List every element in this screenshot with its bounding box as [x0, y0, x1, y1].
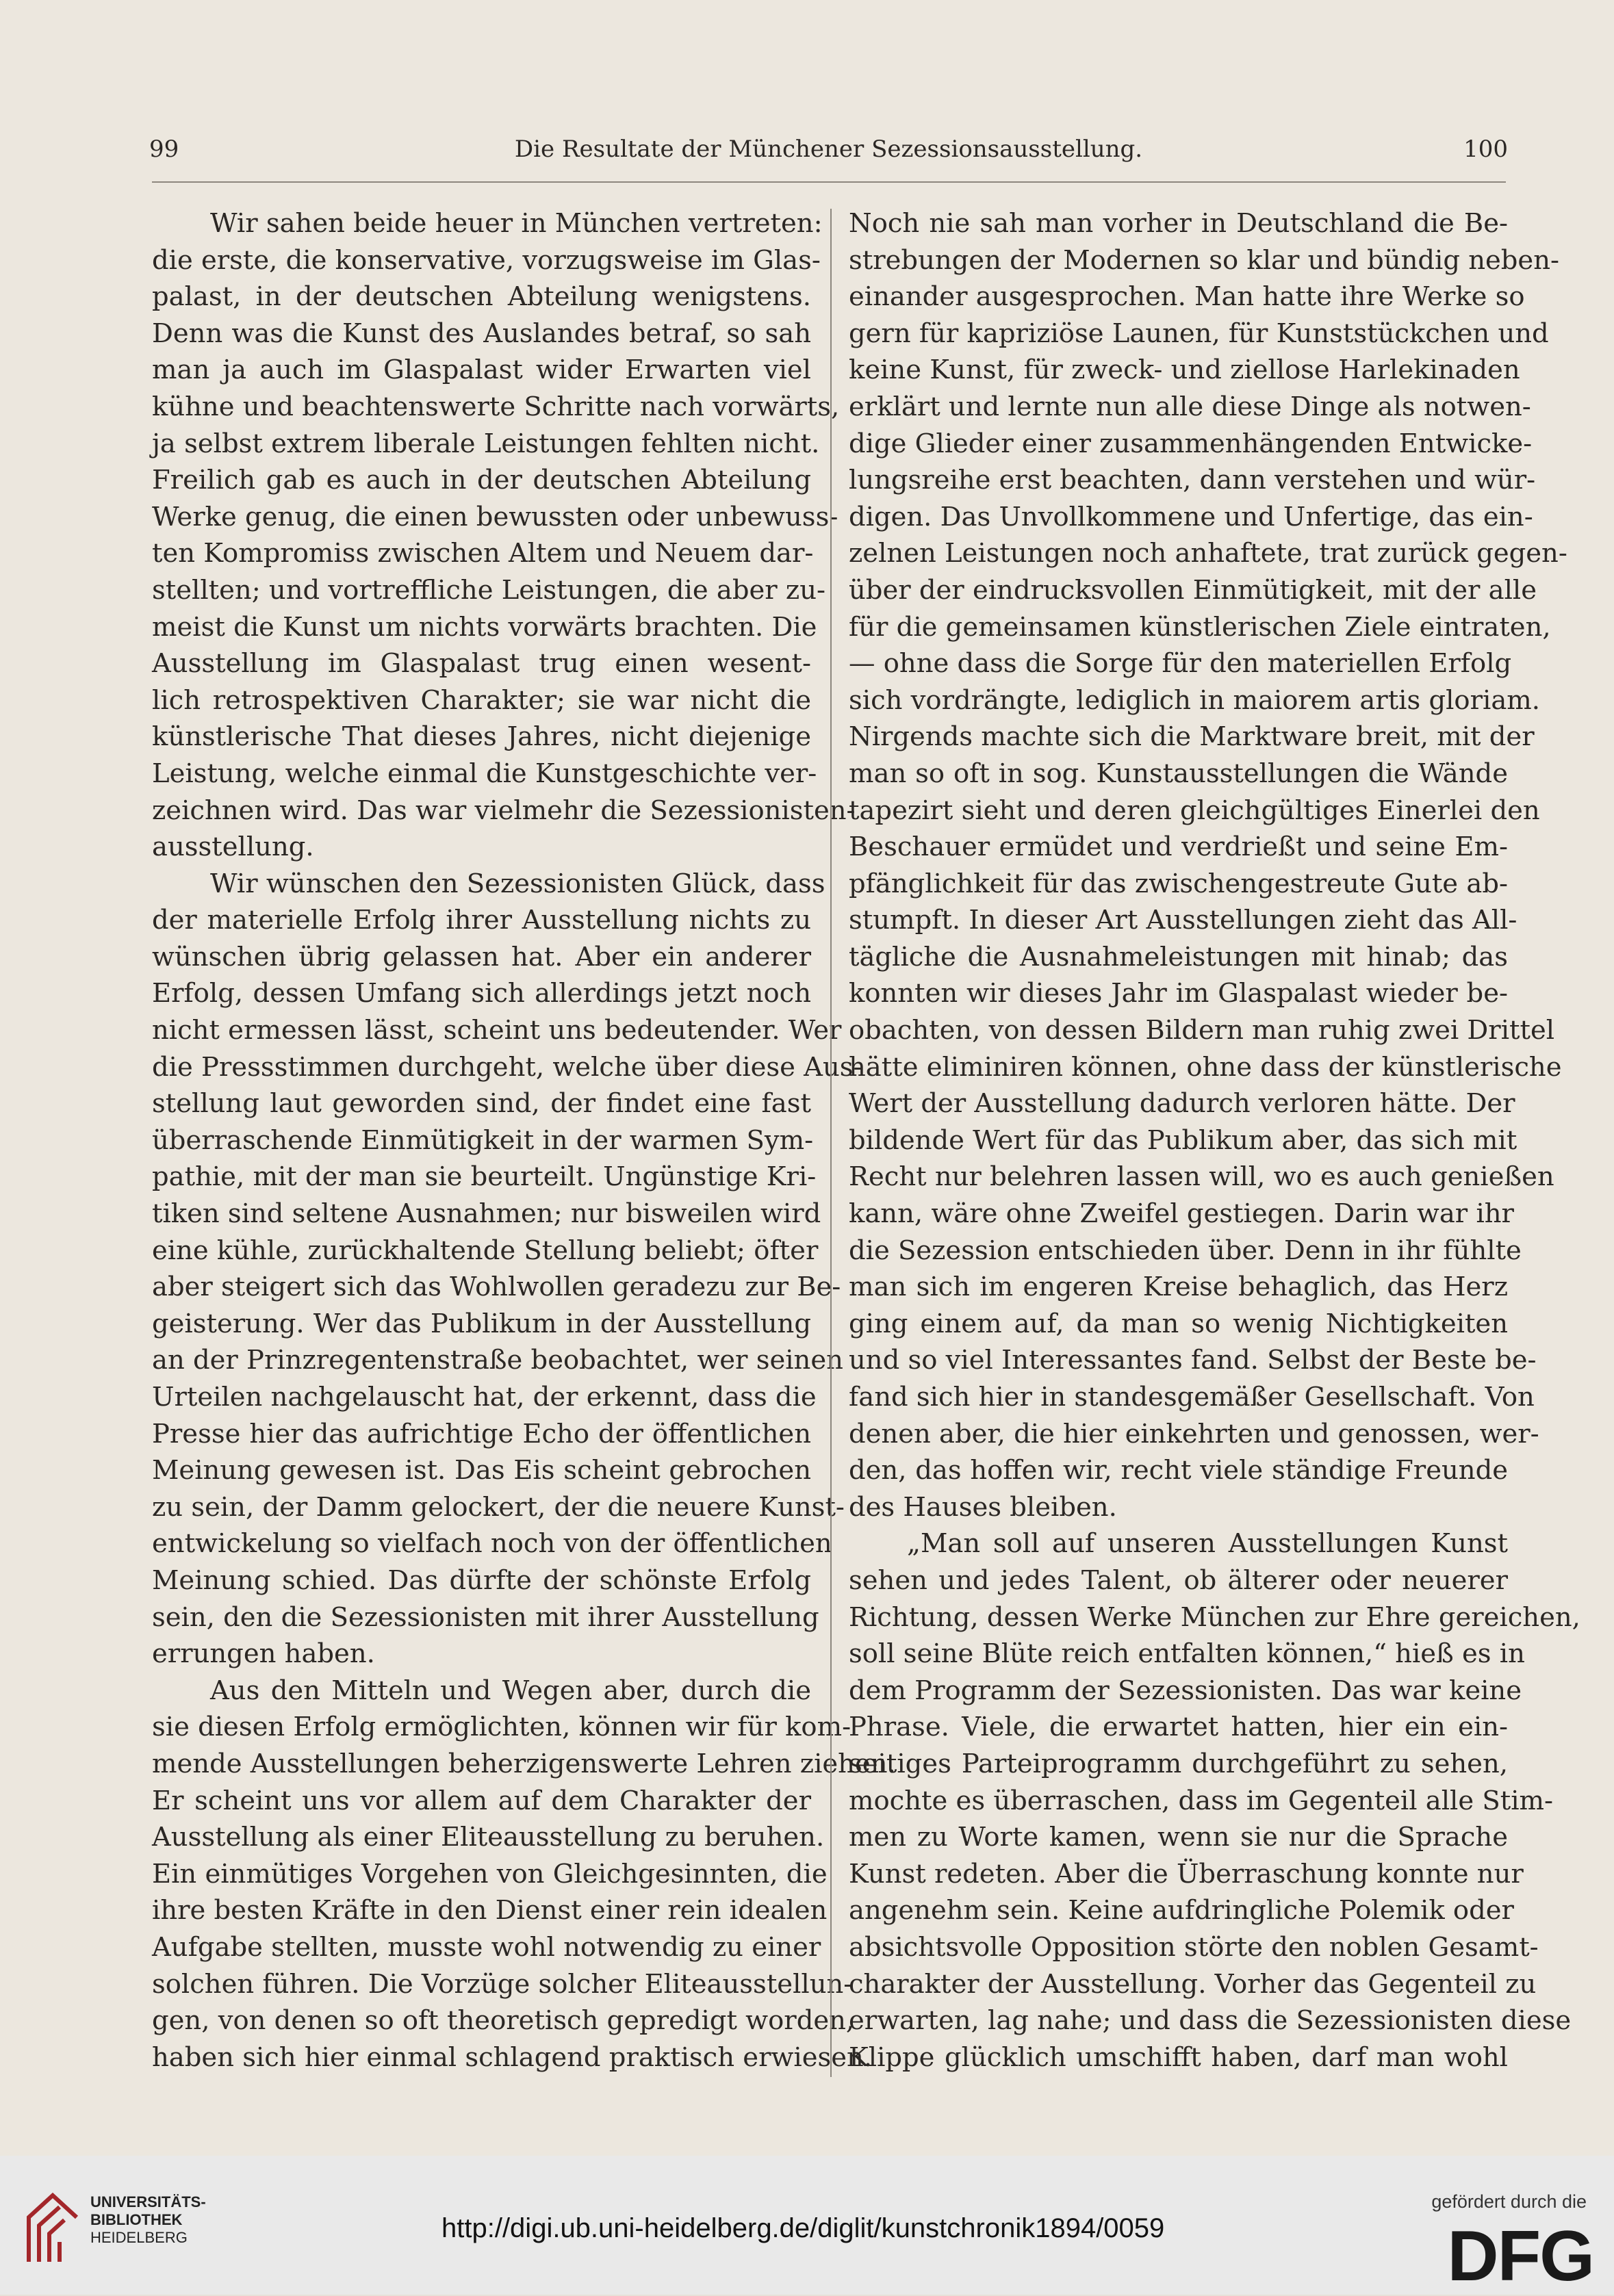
text-line: der materielle Erfolg ihrer Ausstellung nichts zu — [152, 905, 811, 936]
left-column — [152, 205, 896, 2076]
text-line: die Pressstimmen durchgeht, welche über diese Aus- — [152, 1051, 862, 1083]
text-line: Klippe glücklich umschifft haben, darf man wohl — [849, 2041, 1508, 2073]
text-line: obachten, von dessen Bildern man ruhig zwei Drittel — [849, 1015, 1555, 1046]
text-line: Meinung schied. Das dürfte der schönste Erfolg — [152, 1564, 811, 1596]
text-line: dige Glieder einer zusammenhängenden Entwicke- — [849, 428, 1533, 459]
text-line: errungen haben. — [152, 1638, 375, 1670]
text-line: sein, den die Sezessionisten mit ihrer Ausstellung — [152, 1601, 819, 1633]
text-line: eine kühle, zurückhaltende Stellung beliebt; öfter — [152, 1235, 819, 1266]
text-line: lungsreihe erst beachten, dann verstehen und wür- — [849, 465, 1536, 496]
text-line: konnten wir dieses Jahr im Glaspalast wieder be- — [849, 978, 1508, 1009]
text-line: Werke genug, die einen bewussten oder unbewuss- — [152, 501, 838, 532]
running-header — [149, 136, 1508, 177]
text-line: Freilich gab es auch in der deutschen Abteilung — [152, 465, 811, 496]
text-line: bildende Wert für das Publikum aber, das sich mit — [849, 1124, 1517, 1156]
text-line: tiken sind seltene Ausnahmen; nur bisweilen wird — [152, 1198, 821, 1230]
text-line: seitiges Parteiprogramm durchgeführt zu sehen, — [849, 1748, 1508, 1779]
text-line: Aus den Mitteln und Wegen aber, durch die — [210, 1675, 811, 1706]
text-line: geisterung. Wer das Publikum in der Ausstellung — [152, 1308, 811, 1339]
text-line: „Man soll auf unseren Ausstellungen Kunst — [907, 1528, 1508, 1560]
text-line: fand sich hier in standesgemäßer Gesellschaft. Von — [849, 1382, 1535, 1413]
text-line: Kunst redeten. Aber die Überraschung konnte nur — [849, 1858, 1524, 1889]
text-line: entwickelung so vielfach noch von der öffentlichen — [152, 1528, 832, 1560]
text-line: künstlerische That dieses Jahres, nicht diejenige — [152, 721, 811, 753]
text-line: meist die Kunst um nichts vorwärts brachten. Die — [152, 611, 817, 643]
text-line: Phrase. Viele, die erwartet hatten, hier ein ein- — [849, 1712, 1508, 1743]
library-name-line-1: UNIVERSITÄTS- — [90, 2193, 206, 2210]
text-line: sich vordrängte, lediglich in maiorem artis gloriam. — [849, 684, 1541, 716]
text-line: die erste, die konservative, vorzugsweise im Glas- — [152, 244, 821, 276]
text-line: ausstellung. — [152, 831, 314, 863]
dfg-logo: DFG — [1447, 2217, 1593, 2296]
text-line: sie diesen Erfolg ermöglichten, können wir für kom- — [152, 1712, 851, 1743]
library-name-line-2: BIBLIOTHEK — [90, 2211, 183, 2228]
text-line: absichtsvolle Opposition störte den noblen Gesamt- — [849, 1931, 1539, 1963]
header-rule — [152, 181, 1506, 183]
library-name — [90, 2193, 206, 2247]
text-line: Denn was die Kunst des Auslandes betraf, so sah — [152, 318, 811, 349]
right-column — [849, 205, 1580, 2076]
text-line: an der Prinzregentenstraße beobachtet, wer seinen — [152, 1345, 843, 1376]
text-line: keine Kunst, für zweck- und ziellose Harlekinaden — [849, 354, 1520, 386]
text-line: kühne und beachtenswerte Schritte nach vorwärts, — [152, 391, 840, 422]
text-line: ten Kompromiss zwischen Altem und Neuem dar- — [152, 538, 814, 569]
text-line: Wert der Ausstellung dadurch verloren hätte. Der — [849, 1088, 1515, 1120]
text-line: Presse hier das aufrichtige Echo der öffentlichen — [152, 1418, 811, 1449]
text-line: Meinung gewesen ist. Das Eis scheint gebrochen — [152, 1455, 811, 1486]
text-line: stumpft. In dieser Art Ausstellungen zieht das All- — [849, 905, 1517, 936]
page-number-left: 99 — [149, 136, 179, 163]
text-line: Recht nur belehren lassen will, wo es auch genießen — [849, 1161, 1554, 1193]
text-line: ihre besten Kräfte in den Dienst einer rein idealen — [152, 1895, 828, 1926]
text-line: digen. Das Unvollkommene und Unfertige, das ein- — [849, 501, 1533, 532]
text-line: dem Programm der Sezessionisten. Das war keine — [849, 1675, 1522, 1706]
text-line: wünschen übrig gelassen hat. Aber ein anderer — [152, 941, 811, 972]
text-line: gen, von denen so oft theoretisch gepredigt worden, — [152, 2005, 855, 2037]
column-divider — [830, 209, 832, 2077]
text-line: ging einem auf, da man so wenig Nichtigkeiten — [849, 1308, 1508, 1339]
text-line: mende Ausstellungen beherzigenswerte Lehren ziehen. — [152, 1748, 896, 1779]
text-line: einander ausgesprochen. Man hatte ihre Werke so — [849, 281, 1525, 313]
text-line: Wir sahen beide heuer in München vertreten: — [210, 208, 823, 239]
text-line: Ausstellung als einer Eliteausstellung zu beruhen. — [152, 1822, 825, 1853]
text-line: Urteilen nachgelauscht hat, der erkennt, dass die — [152, 1382, 817, 1413]
permalink-url[interactable]: http://digi.ub.uni-heidelberg.de/diglit/kunstchronik1894/0059 — [441, 2213, 1165, 2243]
text-line: solchen führen. Die Vorzüge solcher Eliteausstellun- — [152, 1968, 853, 2000]
text-line: Wir wünschen den Sezessionisten Glück, dass — [210, 868, 825, 899]
text-line: sehen und jedes Talent, ob älterer oder neuerer — [849, 1564, 1508, 1596]
text-line: die Sezession entschieden über. Denn in ihr fühlte — [849, 1235, 1522, 1266]
text-line: erwarten, lag nahe; und dass die Sezessionisten diese — [849, 2005, 1572, 2037]
text-line: man ja auch im Glaspalast wider Erwarten viel — [152, 354, 811, 386]
text-line: Nirgends machte sich die Marktware breit, mit der — [849, 721, 1535, 753]
text-line: mochte es überraschen, dass im Gegenteil alle Stim- — [849, 1785, 1554, 1816]
text-line: des Hauses bleiben. — [849, 1491, 1117, 1523]
text-line: men zu Worte kamen, wenn sie nur die Sprache — [849, 1822, 1508, 1853]
text-line: haben sich hier einmal schlagend praktisch erwiesen. — [152, 2041, 873, 2073]
text-line: nicht ermessen lässt, scheint uns bedeutender. Wer — [152, 1015, 842, 1046]
text-line: Noch nie sah man vorher in Deutschland die Be- — [849, 208, 1508, 239]
text-line: Richtung, dessen Werke München zur Ehre gereichen, — [849, 1601, 1580, 1633]
text-line: erklärt und lernte nun alle diese Dinge als notwen- — [849, 391, 1531, 422]
text-line: zeichnen wird. Das war vielmehr die Sezessionisten- — [152, 795, 856, 826]
text-line: stellung laut geworden sind, der findet eine fast — [152, 1088, 811, 1120]
text-line: denen aber, die hier einkehrten und genossen, wer- — [849, 1418, 1539, 1449]
text-line: gern für kapriziöse Launen, für Kunststückchen und — [849, 318, 1549, 349]
text-line: tägliche die Ausnahmeleistungen mit hinab; das — [849, 941, 1508, 972]
page-number-right: 100 — [1463, 136, 1508, 163]
text-line: hätte eliminiren können, ohne dass der künstlerische — [849, 1051, 1562, 1083]
text-line: für die gemeinsamen künstlerischen Ziele eintraten, — [849, 611, 1551, 643]
text-line: angenehm sein. Keine aufdringliche Polemik oder — [849, 1895, 1514, 1926]
text-line: ja selbst extrem liberale Leistungen fehlten nicht. — [152, 428, 820, 459]
text-line: Ausstellung im Glaspalast trug einen wesent- — [152, 648, 811, 680]
text-line: tapezirt sieht und deren gleichgültiges Einerlei den — [849, 795, 1540, 826]
text-line: man sich im engeren Kreise behaglich, das Herz — [849, 1272, 1508, 1303]
text-line: charakter der Ausstellung. Vorher das Gegenteil zu — [849, 1968, 1537, 2000]
text-line: über der eindrucksvollen Einmütigkeit, mit der alle — [849, 574, 1537, 606]
text-line: pfänglichkeit für das zwischengestreute Gute ab- — [849, 868, 1508, 899]
text-line: Leistung, welche einmal die Kunstgeschichte ver- — [152, 758, 817, 789]
text-line: man so oft in sog. Kunstausstellungen die Wände — [849, 758, 1508, 789]
text-line: zelnen Leistungen noch anhaftete, trat zurück gegen- — [849, 538, 1567, 569]
text-line: überraschende Einmütigkeit in der warmen Sym- — [152, 1124, 814, 1156]
text-line: lich retrospektiven Charakter; sie war nicht die — [152, 684, 811, 716]
library-name-line-3: HEIDELBERG — [90, 2229, 188, 2246]
funded-by-note: gefördert durch die — [1431, 2191, 1587, 2212]
text-line: pathie, mit der man sie beurteilt. Ungünstige Kri- — [152, 1161, 817, 1193]
text-line: — ohne dass die Sorge für den materiellen Erfolg — [849, 648, 1512, 680]
text-line: zu sein, der Damm gelockert, der die neuere Kunst- — [152, 1491, 845, 1523]
text-line: kann, wäre ohne Zweifel gestiegen. Darin war ihr — [849, 1198, 1514, 1230]
university-library-logo-icon — [22, 2190, 84, 2269]
text-line: Er scheint uns vor allem auf dem Charakter der — [152, 1785, 811, 1816]
text-line: Beschauer ermüdet und verdrießt und seine Em- — [849, 831, 1508, 863]
text-line: aber steigert sich das Wohlwollen geradezu zur Be- — [152, 1272, 841, 1303]
text-line: und so viel Interessantes fand. Selbst der Beste be- — [849, 1345, 1537, 1376]
running-title: Die Resultate der Münchener Sezessionsausstellung. — [514, 136, 1143, 163]
text-line: Aufgabe stellten, musste wohl notwendig zu einer — [152, 1931, 821, 1963]
text-line: strebungen der Modernen so klar und bündig neben- — [849, 244, 1560, 276]
text-line: Ein einmütiges Vorgehen von Gleichgesinnten, die — [152, 1858, 828, 1889]
text-line: soll seine Blüte reich entfalten können,“ hieß es in — [849, 1638, 1525, 1670]
text-line: stellten; und vortreffliche Leistungen, die aber zu- — [152, 574, 826, 606]
text-line: palast, in der deutschen Abteilung wenigstens. — [152, 281, 811, 313]
text-line: den, das hoffen wir, recht viele ständige Freunde — [849, 1455, 1508, 1486]
text-line: Erfolg, dessen Umfang sich allerdings jetzt noch — [152, 978, 811, 1009]
